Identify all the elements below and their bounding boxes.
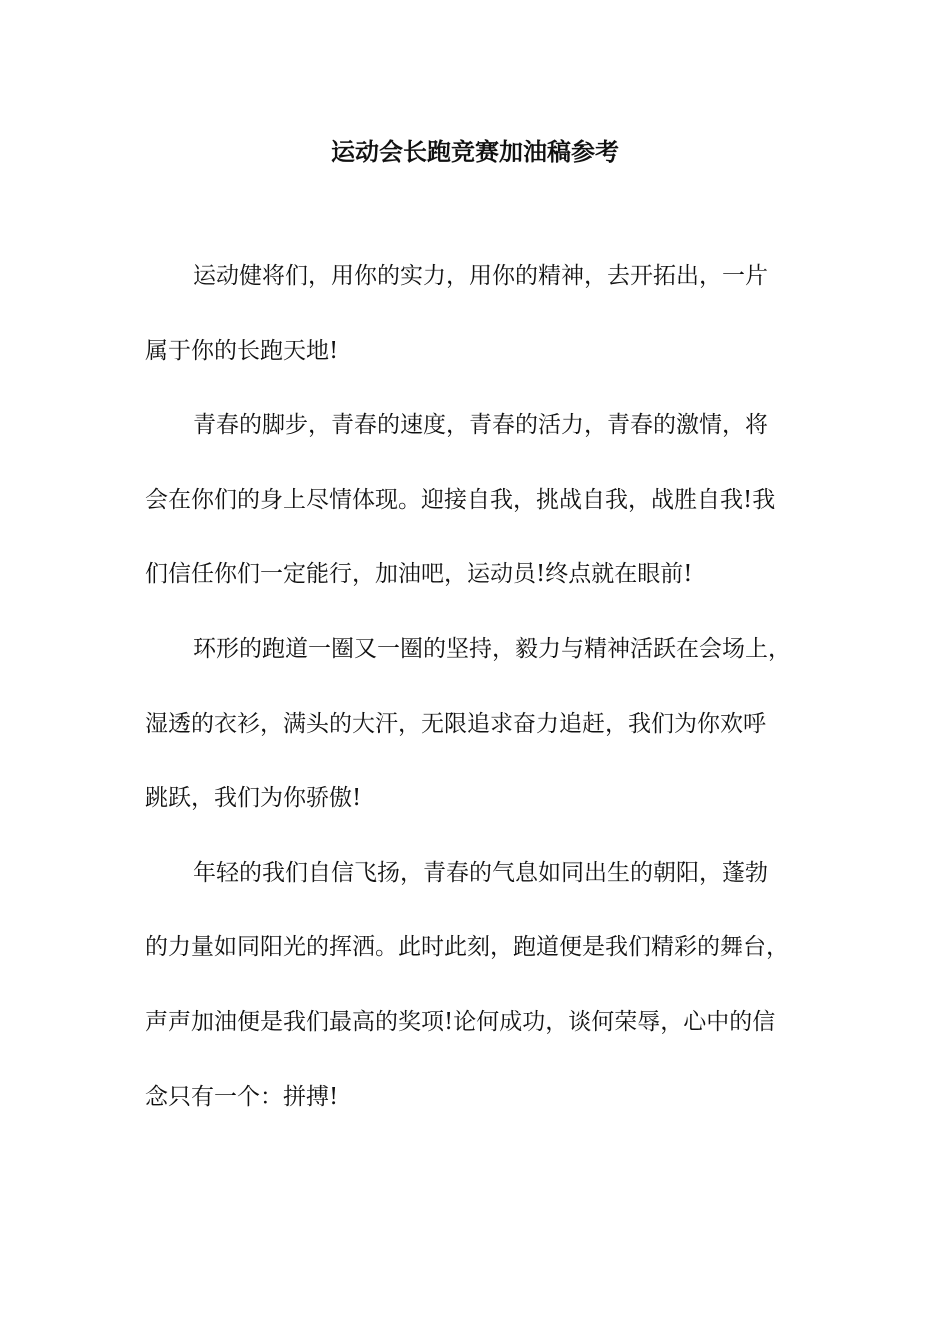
paragraph-3-line-2: 湿透的衣衫，满头的大汗，无限追求奋力追赶，我们为你欢呼 bbox=[145, 710, 766, 737]
paragraph-2-line-2: 会在你们的身上尽情体现。迎接自我，挑战自我，战胜自我!我 bbox=[145, 486, 776, 513]
paragraph-1-line-2: 属于你的长跑天地! bbox=[145, 337, 339, 364]
paragraph-2-line-3: 们信任你们一定能行，加油吧，运动员!终点就在眼前! bbox=[145, 561, 693, 588]
paragraph-4-line-3: 声声加油便是我们最高的奖项!论何成功，谈何荣辱，心中的信 bbox=[145, 1008, 776, 1035]
paragraph-4-line-1: 年轻的我们自信飞扬，青春的气息如同出生的朝阳，蓬勃 bbox=[193, 859, 768, 886]
document-title: 运动会长跑竞赛加油稿参考 bbox=[331, 137, 619, 166]
paragraph-4-line-4: 念只有一个：拼搏! bbox=[145, 1083, 339, 1110]
document-body bbox=[145, 250, 825, 1145]
paragraph-1-line-1: 运动健将们，用你的实力，用你的精神，去开拓出，一片 bbox=[193, 263, 768, 289]
paragraph-4-line-2: 的力量如同阳光的挥洒。此时此刻，跑道便是我们精彩的舞台， bbox=[145, 934, 789, 961]
paragraph-3-line-1: 环形的跑道一圈又一圈的坚持，毅力与精神活跃在会场上， bbox=[193, 635, 791, 662]
paragraph-2-line-1: 青春的脚步，青春的速度，青春的活力，青春的激情，将 bbox=[193, 412, 768, 439]
paragraph-3-line-3: 跳跃，我们为你骄傲! bbox=[145, 785, 362, 812]
